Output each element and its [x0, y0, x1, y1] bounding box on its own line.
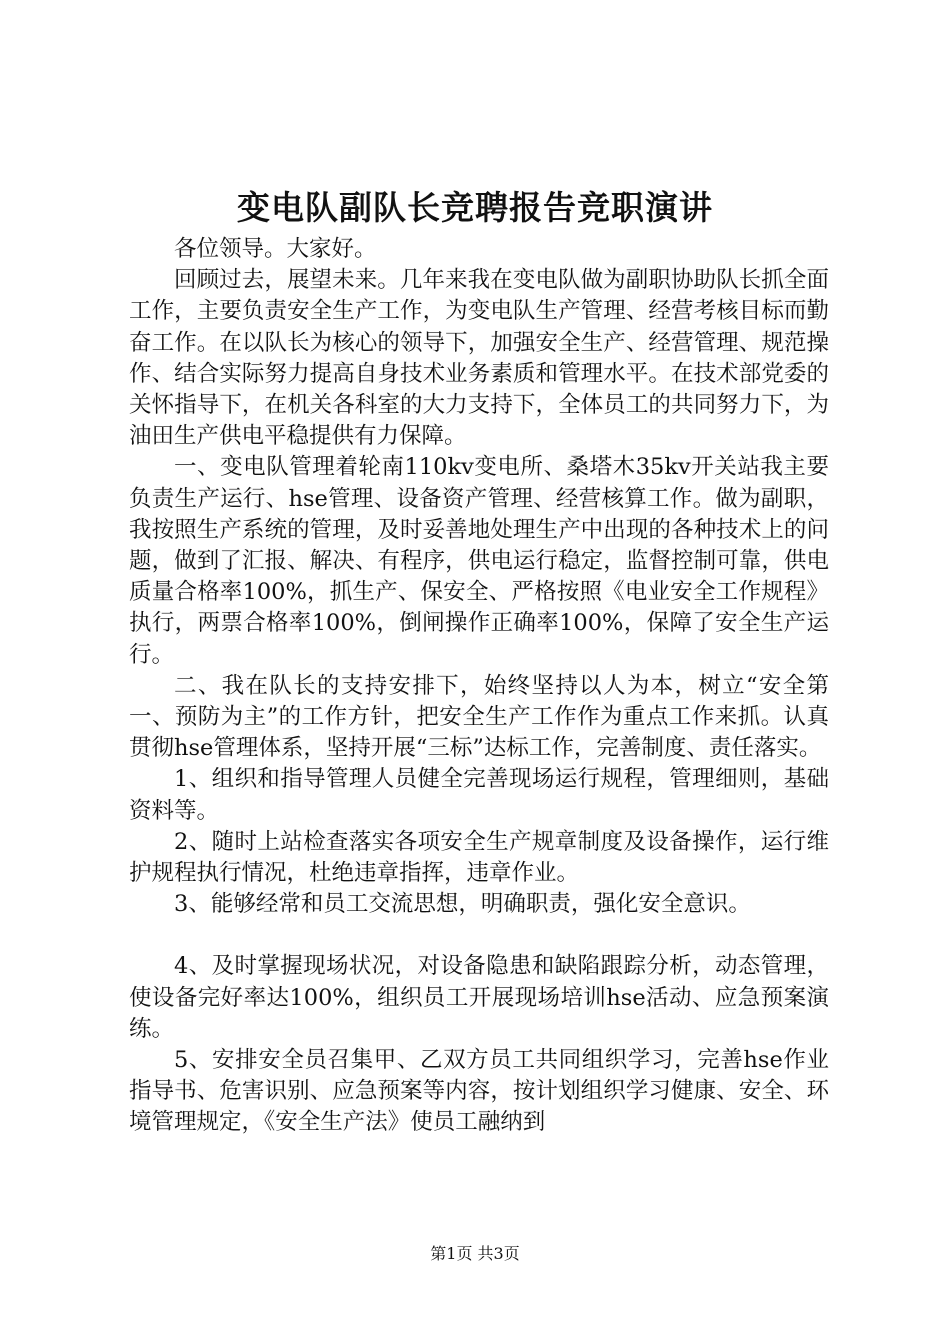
paragraph-item-5: 5、安排安全员召集甲、乙双方员工共同组织学习，完善hse作业指导书、危害识别、应急预案等内容，按计划组织学习健康、安全、环境管理规定，《安全生产法》使员工融纳到 [129, 1047, 829, 1136]
page-footer: 第1页 共3页 [430, 1244, 520, 1263]
paragraph-section-2: 二、我在队长的支持安排下，始终坚持以人为本，树立“安全第一、预防为主”的工作方针，把安全生产工作作为重点工作来抓。认真贯彻hse管理体系，坚持开展“三标”达标工作，完善制度、责任落实。 [129, 672, 829, 762]
paragraph-item-4: 4、及时掌握现场状况，对设备隐患和缺陷跟踪分析，动态管理，使设备完好率达100%，组织员工开展现场培训hse活动、应急预案演练。 [129, 953, 829, 1042]
paragraph-review: 回顾过去，展望未来。几年来我在变电队做为副职协助队长抓全面工作，主要负责安全生产工作，为变电队生产管理、经营考核目标而勤奋工作。在以队长为核心的领导下，加强安全生产、经营管理、规范操作、结合实际努力提高自身技术业务素质和管理水平。在技术部党委的关怀指导下，在机关各科室的大力支持下，全体员工的共同努力下，为油田生产供电平稳提供有力保障。 [129, 267, 829, 450]
document-title: 变电队副队长竞聘报告竞职演讲 [237, 188, 713, 227]
document-body [129, 234, 829, 1139]
paragraph-item-1: 1、组织和指导管理人员健全完善现场运行规程，管理细则，基础资料等。 [129, 766, 829, 824]
paragraph-item-2: 2、随时上站检查落实各项安全生产规章制度及设备操作，运行维护规程执行情况，杜绝违章指挥，违章作业。 [129, 828, 829, 887]
paragraph-section-1: 一、变电队管理着轮南110kv变电所、桑塔木35kv开关站我主要负责生产运行、hse管理、设备资产管理、经营核算工作。做为副职，我按照生产系统的管理，及时妥善地处理生产中出现的各种技术上的问题，做到了汇报、解决、有程序，供电运行稳定，监督控制可靠，供电质量合格率100%，抓生产、保安全、严格按照《电业安全工作规程》执行，两票合格率100%，倒闸操作正确率100%，保障了安全生产运行。 [129, 454, 829, 668]
blank-line [129, 920, 829, 951]
paragraph-greeting: 各位领导。大家好。 [174, 236, 377, 262]
paragraph-item-3: 3、能够经常和员工交流思想，明确职责，强化安全意识。 [174, 891, 751, 918]
